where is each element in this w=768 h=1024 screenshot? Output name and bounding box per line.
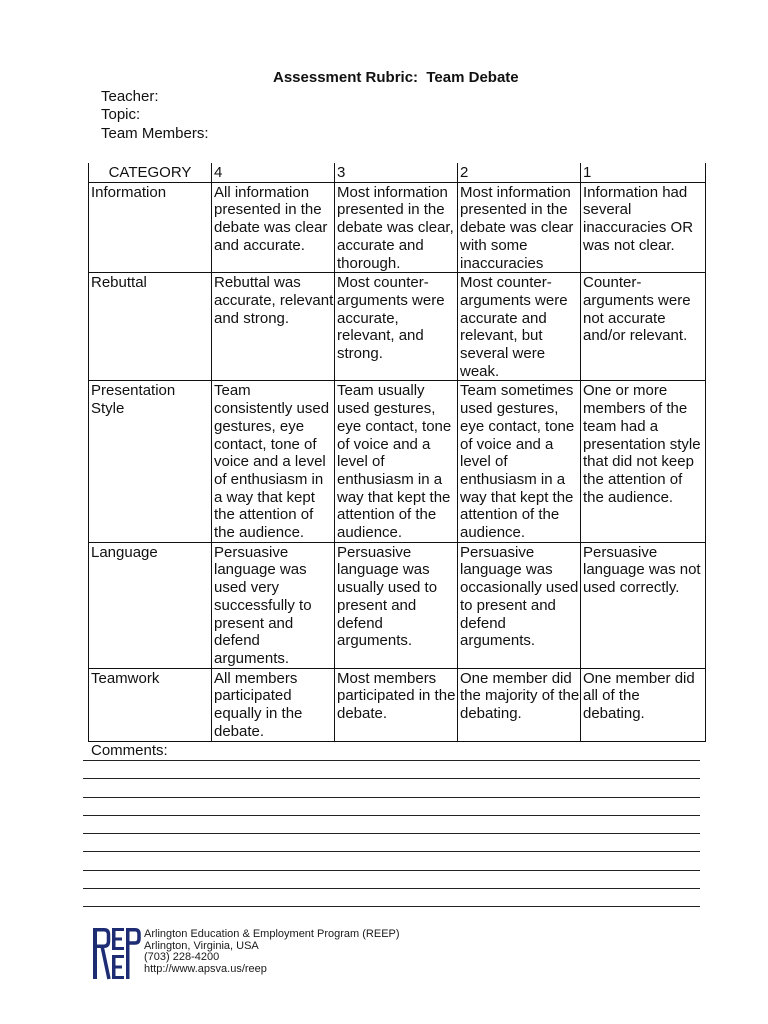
criteria-cell-score-1: Persuasive language was not used correctly. <box>581 542 706 668</box>
criteria-cell-score-2: Most information presented in the debate was clear with some inaccuracies <box>458 182 581 273</box>
rubric-row-information <box>89 182 706 273</box>
criteria-cell-score-1: Counter- arguments were not accurate and/or relevant. <box>581 273 706 381</box>
organization-location: Arlington, Virginia, USA <box>144 939 259 952</box>
rubric-header-row <box>89 163 706 182</box>
criteria-cell-score-4: All members participated equally in the debate. <box>212 668 335 741</box>
category-cell: Language <box>89 542 212 668</box>
criteria-cell-score-4: All information presented in the debate was clear and accurate. <box>212 182 335 273</box>
criteria-cell-score-2: One member did the majority of the debating. <box>458 668 581 741</box>
rubric-row-teamwork <box>89 668 706 741</box>
category-cell: Presentation Style <box>89 381 212 542</box>
header-category: CATEGORY <box>89 163 212 182</box>
comment-write-line <box>83 888 700 906</box>
criteria-cell-score-1: Information had several inaccuracies OR was not clear. <box>581 182 706 273</box>
criteria-cell-score-3: Most information presented in the debate was clear, accurate and thorough. <box>335 182 458 273</box>
criteria-cell-score-3: Most counter- arguments were accurate, relevant, and strong. <box>335 273 458 381</box>
comment-write-line <box>83 760 700 778</box>
footer-contact <box>144 929 400 976</box>
organization-name: Arlington Education & Employment Program (REEP) <box>144 928 400 940</box>
header-fields <box>101 88 209 143</box>
comment-write-line <box>83 851 700 869</box>
header-score-3: 3 <box>335 163 458 182</box>
comment-lines <box>83 760 700 925</box>
criteria-cell-score-1: One member did all of the debating. <box>581 668 706 741</box>
comment-write-line <box>83 778 700 796</box>
criteria-cell-score-1: One or more members of the team had a presentation style that did not keep the attention of the audience. <box>581 381 706 542</box>
criteria-cell-score-3: Persuasive language was usually used to present and defend arguments. <box>335 542 458 668</box>
rubric-row-presentation-style <box>89 381 706 542</box>
comment-write-line <box>83 815 700 833</box>
teacher-field-label: Teacher: <box>101 88 159 105</box>
rubric-row-rebuttal <box>89 273 706 381</box>
category-cell: Information <box>89 182 212 273</box>
category-cell: Rebuttal <box>89 273 212 381</box>
header-score-4: 4 <box>212 163 335 182</box>
header-score-2: 2 <box>458 163 581 182</box>
criteria-cell-score-3: Team usually used gestures, eye contact, tone of voice and a level of enthusiasm in a way that kept the attention of the audience. <box>335 381 458 542</box>
team-members-field-label: Team Members: <box>101 124 209 142</box>
category-cell: Teamwork <box>89 668 212 741</box>
comment-write-line <box>83 833 700 851</box>
reep-logo <box>93 928 141 980</box>
rubric-row-language <box>89 542 706 668</box>
criteria-cell-score-2: Most counter- arguments were accurate and relevant, but several were weak. <box>458 273 581 381</box>
comment-write-line <box>83 906 700 924</box>
criteria-cell-score-4: Team consistently used gestures, eye contact, tone of voice and a level of enthusiasm in a way that kept the attention of the audience. <box>212 381 335 542</box>
document-title: Assessment Rubric: Team Debate <box>273 69 519 86</box>
criteria-cell-score-2: Team sometimes used gestures, eye contact, tone of voice and a level of enthusiasm in a way that kept the attention of the audience. <box>458 381 581 542</box>
comment-write-line <box>83 870 700 888</box>
criteria-cell-score-3: Most members participated in the debate. <box>335 668 458 741</box>
comment-write-line <box>83 797 700 815</box>
criteria-cell-score-4: Rebuttal was accurate, relevant and strong. <box>212 273 335 381</box>
header-score-1: 1 <box>581 163 706 182</box>
criteria-cell-score-4: Persuasive language was used very successfully to present and defend arguments. <box>212 542 335 668</box>
criteria-cell-score-2: Persuasive language was occasionally used to present and defend arguments. <box>458 542 581 668</box>
organization-phone: (703) 228-4200 <box>144 951 220 964</box>
organization-url: http://www.apsva.us/reep <box>144 963 267 976</box>
rubric-table <box>88 163 706 742</box>
comments-label: Comments: <box>91 742 168 759</box>
topic-field-label: Topic: <box>101 106 141 124</box>
